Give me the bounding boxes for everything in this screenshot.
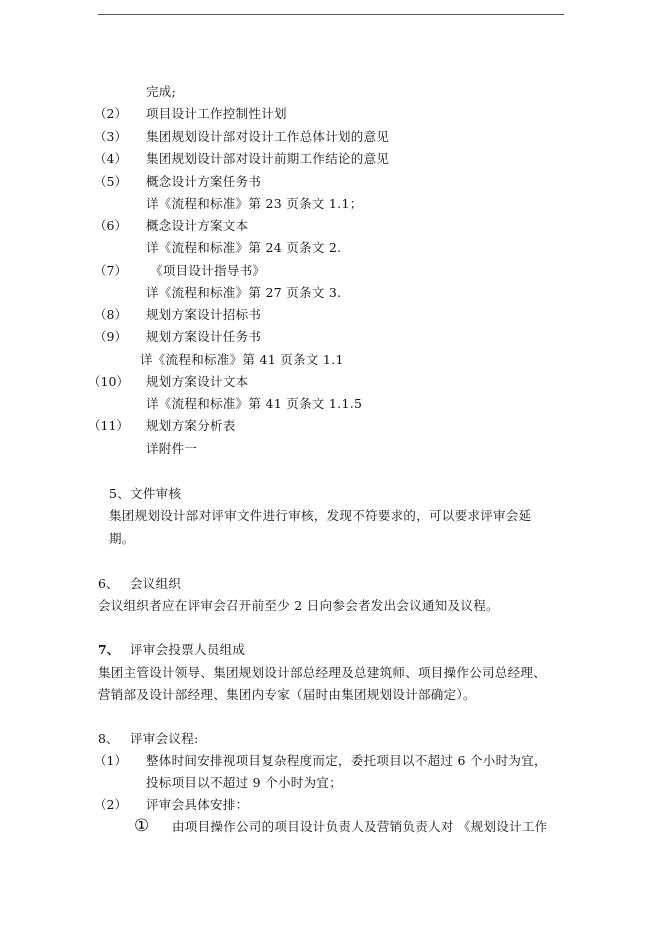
list-item-text: 整体时间安排视项目复杂程度而定，委托项目以不超过 6 个小时为宜， xyxy=(146,753,547,768)
header-rule xyxy=(98,14,564,15)
paragraph-line: 期。 xyxy=(109,531,135,546)
list-item-text: 概念设计方案任务书 xyxy=(146,174,262,189)
circled-number-marker: ① xyxy=(134,816,150,836)
section-heading: 评审会投票人员组成 xyxy=(130,642,246,657)
paragraph-line: 集团主管设计领导、集团规划设计部总经理及总建筑师、项目操作公司总经理、 xyxy=(98,665,547,680)
section-heading: 评审会议程: xyxy=(130,731,199,746)
list-item-text: 集团规划设计部对设计前期工作结论的意见 xyxy=(146,151,390,166)
section-number: 7、 xyxy=(98,642,120,657)
list-item-reference: 详《流程和标准》第 24 页条文 2. xyxy=(146,240,342,255)
list-item-text: 投标项目以不超过 9 个小时为宜； xyxy=(146,775,343,790)
list-item-text: 规划方案设计任务书 xyxy=(146,329,262,344)
list-item-reference: 详《流程和标准》第 23 页条文 1.1； xyxy=(146,196,363,211)
list-item-number: （10） xyxy=(88,374,129,389)
list-item-text: 规划方案设计文本 xyxy=(146,374,249,389)
list-item-number: （8） xyxy=(94,307,127,322)
paragraph-line: 会议组织者应在评审会召开前至少 2 日向参会者发出会议通知及议程。 xyxy=(98,598,499,613)
list-item-reference: 详《流程和标准》第 41 页条文 1.1.5 xyxy=(146,396,363,411)
list-item-number: （7） xyxy=(94,263,127,278)
section-heading: 5、文件审核 xyxy=(109,486,182,501)
list-item-text: 《项目设计指导书》 xyxy=(150,263,266,278)
paragraph-line: 集团规划设计部对评审文件进行审核，发现不符要求的，可以要求评审会延 xyxy=(109,508,532,523)
list-item-number: （4） xyxy=(94,151,127,166)
list-item-text: 规划方案分析表 xyxy=(146,418,236,433)
list-item-reference: 详《流程和标准》第 27 页条文 3. xyxy=(146,285,342,300)
list-item-number: （5） xyxy=(94,174,127,189)
list-item-number: （2） xyxy=(94,797,127,812)
list-item-reference: 详《流程和标准》第 41 页条文 1.1 xyxy=(140,352,344,367)
list-item-number: （9） xyxy=(94,329,127,344)
list-item-text: 项目设计工作控制性计划 xyxy=(146,106,287,121)
section-heading: 会议组织 xyxy=(130,576,182,591)
list-item-number: （11） xyxy=(88,418,129,433)
paragraph-line: 营销部及设计部经理、集团内专家（届时由集团规划设计部确定）。 xyxy=(98,687,476,702)
list-item-text: 集团规划设计部对设计工作总体计划的意见 xyxy=(146,129,390,144)
section-number: 8、 xyxy=(98,731,119,746)
list-item-number: （6） xyxy=(94,218,127,233)
list-item-text: 概念设计方案文本 xyxy=(146,218,249,233)
list-item-number: （1） xyxy=(94,753,127,768)
list-item-number: （3） xyxy=(94,129,127,144)
section-number: 6、 xyxy=(98,576,119,591)
list-item-number: （2） xyxy=(94,106,127,121)
sub-item-text: 由项目操作公司的项目设计负责人及营销负责人对 《规划设计工作 xyxy=(172,819,548,834)
list-item-reference: 详附件一 xyxy=(146,441,198,456)
list-item-text: 规划方案设计招标书 xyxy=(146,307,262,322)
list-item-text: 完成; xyxy=(146,84,177,99)
list-item-text: 评审会具体安排： xyxy=(146,797,249,812)
